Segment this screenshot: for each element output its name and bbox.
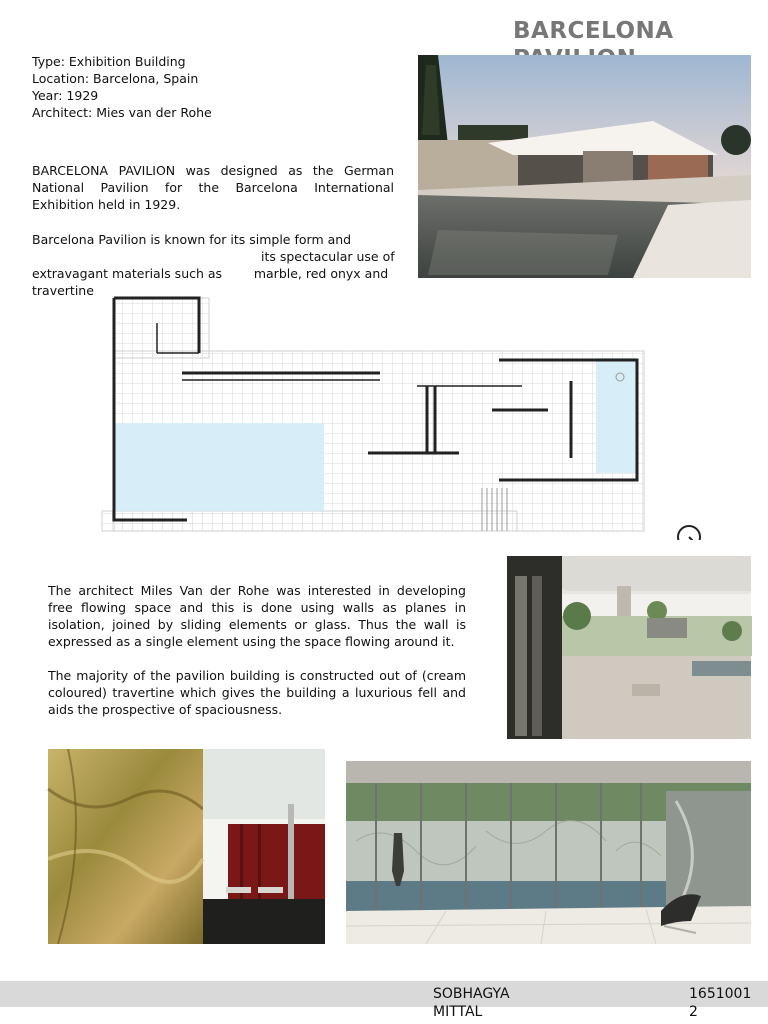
student-id: 16510012 xyxy=(689,986,752,1020)
courtyard-image xyxy=(346,761,751,944)
onyx-wall-image xyxy=(48,749,325,944)
large-pool xyxy=(114,423,324,511)
onyx-wall-photo xyxy=(48,749,325,944)
project-meta xyxy=(32,53,212,121)
exterior-pool-image xyxy=(418,55,751,278)
author-name: SOBHAGYA MITTAL xyxy=(433,986,510,1020)
intro-paragraph: BARCELONA PAVILION was designed as the German National Pavilion for the Barcelona International Exhibition held in 1929. xyxy=(32,163,394,212)
space-paragraph: The architect Miles Van der Rohe was interested in developing free flowing space and this is done using walls as planes in isolation, joined by sliding elements or glass. Thus the wall is expressed as a single element using the space flowing around it. xyxy=(48,583,466,649)
materials-paragraph xyxy=(32,231,400,299)
exterior-pool-photo xyxy=(418,55,751,278)
title-line-1: BARCELONA xyxy=(513,18,674,44)
meta-year: Year: 1929 xyxy=(32,88,99,103)
travertine-paragraph: The majority of the pavilion building is constructed out of (cream coloured) travertine which gives the building a luxurious fell and aids the prospective of spaciousness. xyxy=(48,668,466,717)
meta-location: Location: Barcelona, Spain xyxy=(32,71,199,86)
materials-line-3-text: extravagant materials such as marble, red onyx and xyxy=(32,266,389,281)
floor-plan-drawing xyxy=(102,293,652,543)
floor-plan xyxy=(102,293,652,543)
page-title xyxy=(513,16,763,46)
materials-line-1: Barcelona Pavilion is known for its simple form and xyxy=(32,232,352,247)
materials-line-4: travertine xyxy=(32,283,94,298)
materials-line-2: its spectacular use of xyxy=(261,249,395,264)
courtyard-photo xyxy=(346,761,751,944)
terrace-image xyxy=(507,556,751,739)
meta-type: Type: Exhibition Building xyxy=(32,54,186,69)
materials-line-3 xyxy=(32,265,400,282)
terrace-photo xyxy=(507,556,751,739)
meta-architect: Architect: Mies van der Rohe xyxy=(32,105,212,120)
north-arrow-icon xyxy=(676,524,702,550)
footer-bar xyxy=(0,981,768,1007)
